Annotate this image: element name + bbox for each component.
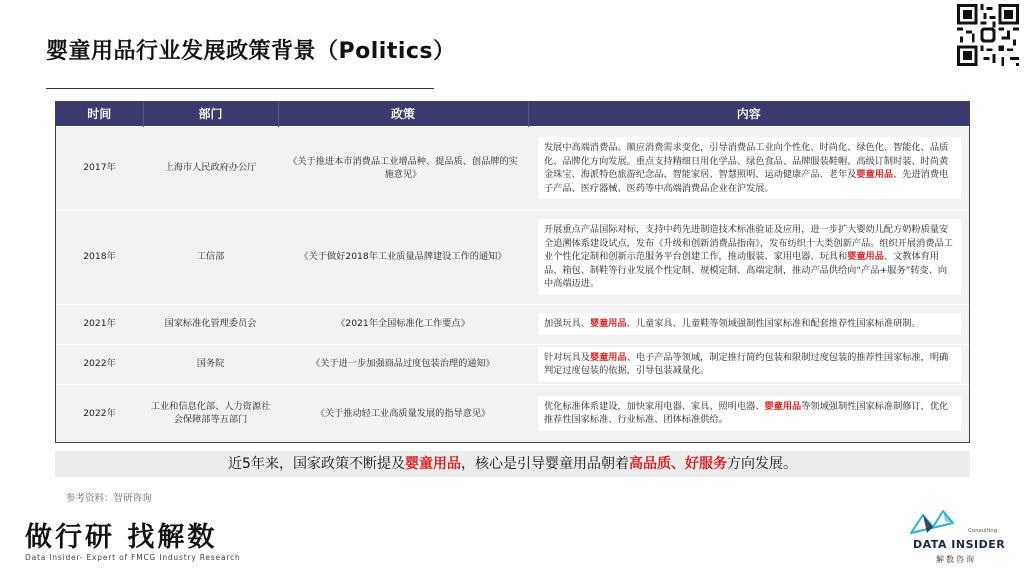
table-row <box>56 126 969 210</box>
data-insider-logo-icon <box>907 509 957 535</box>
row-year: 2021年 <box>56 304 143 344</box>
content-highlight: 婴童用品 <box>589 318 627 330</box>
row-year: 2017年 <box>56 126 143 210</box>
content-text: 优化标准体系建设，加快家用电器、家具、照明电器、 <box>544 400 765 412</box>
content-text: 发展中高端消费品。顺应消费需求变化，引导消费品工业向个性化、时尚化、绿色化、智能化、品质化、品牌化方向发展。重点支持精细日用化学品、绿色食品、品牌服装鞋帽、高级订制时装、时尚黄金珠宝、海派特色旅游纪念品、智能家居、智慧照明、运动健康产品、老年及 <box>544 142 949 180</box>
brand-slogan: 做行研 找解数 <box>25 522 218 553</box>
content-text: 加强玩具、 <box>544 318 590 330</box>
header-time: 时间 <box>56 102 143 126</box>
policy-table <box>55 101 970 443</box>
table-header-row <box>56 102 969 126</box>
content-text: 、先进消费电子产品、医疗器械、医药等中高端消费品企业在沪发展。 <box>544 169 949 194</box>
logo-cn-name: 解数咨询 <box>936 555 976 564</box>
header-content: 内容 <box>528 102 969 126</box>
summary-highlight: 婴童用品 <box>404 456 461 472</box>
content-text: 针对玩具及 <box>544 351 590 363</box>
row-year: 2018年 <box>56 210 143 304</box>
row-policy: 《关于进一步加强商品过度包装治理的通知》 <box>278 344 528 384</box>
logo-name: DATA INSIDER <box>913 538 1006 551</box>
row-content <box>528 210 969 304</box>
row-content <box>528 384 969 442</box>
row-content <box>528 344 969 384</box>
content-highlight: 婴童用品 <box>764 400 802 412</box>
content-text: 开展重点产品国际对标，支持中药先进制造技术标准验证及应用，进一步扩大婴幼儿配方奶粉质量安全追溯体系建设试点，发布《升级和创新消费品指南》，发布纺织十大类创新产品。组织开展消费品工业个性化定制和创新示范服务平台创建工作，推动服装、家用电器、玩具和 <box>544 224 953 263</box>
header-department: 部门 <box>143 102 278 126</box>
table-row <box>56 384 969 442</box>
header-policy: 政策 <box>278 102 528 126</box>
content-text: 、文教体育用品、箱包、制鞋等行业发展个性定制、规模定制、高端定制，推动产品供给向“产品+服务”转变、向中高端迈进。 <box>544 251 948 290</box>
content-highlight: 婴童用品 <box>847 251 884 263</box>
row-department: 工信部 <box>143 210 278 304</box>
row-department: 工业和信息化部、人力资源社会保障部等五部门 <box>143 384 278 442</box>
title-underline <box>46 88 434 89</box>
row-year: 2022年 <box>56 384 143 442</box>
row-department: 国务院 <box>143 344 278 384</box>
content-text: 、电子产品等领域，制定推行简约包装和限制过度包装的推荐性国家标准，明确判定过度包装的依据，引导包装减量化。 <box>544 351 949 376</box>
row-department: 国家标准化管理委员会 <box>143 304 278 344</box>
table-row <box>56 344 969 384</box>
content-text: 、儿童家具、儿童鞋等领域强制性国家标准和配套推荐性国家标准研制。 <box>626 318 921 330</box>
brand-tagline: Data Insider- Expert of FMCG Industry Research <box>25 553 241 562</box>
summary-banner <box>55 451 970 477</box>
summary-text: 近5年来，国家政策不断提及 <box>228 456 405 472</box>
reference-note: 参考资料：智研咨询 <box>66 493 152 504</box>
row-policy: 《关于推进本市消费品工业增品种、提品质、创品牌的实施意见》 <box>278 126 528 210</box>
page-title: 婴童用品行业发展政策背景（Politics） <box>46 39 456 64</box>
table-row <box>56 304 969 344</box>
content-highlight: 婴童用品 <box>589 351 627 363</box>
qr-code-icon <box>957 4 1019 66</box>
row-policy: 《关于推动轻工业高质量发展的指导意见》 <box>278 384 528 442</box>
row-content <box>528 304 969 344</box>
summary-text: 方向发展。 <box>726 456 797 472</box>
row-content <box>528 126 969 210</box>
summary-highlight: 高品质、好服务 <box>628 456 727 472</box>
content-text: 等领域强制性国家标准制修订，优化推荐性国家标准、行业标准、团体标准供给。 <box>544 400 949 426</box>
row-policy: 《关于做好2018年工业质量品牌建设工作的通知》 <box>278 210 528 304</box>
table-row <box>56 210 969 304</box>
row-year: 2022年 <box>56 344 143 384</box>
content-highlight: 婴童用品 <box>856 169 894 180</box>
row-policy: 《2021年全国标准化工作要点》 <box>278 304 528 344</box>
summary-text: ，核心是引导婴童用品朝着 <box>460 456 629 472</box>
row-department: 上海市人民政府办公厅 <box>143 126 278 210</box>
logo-consulting-label: Consulting <box>968 528 998 534</box>
